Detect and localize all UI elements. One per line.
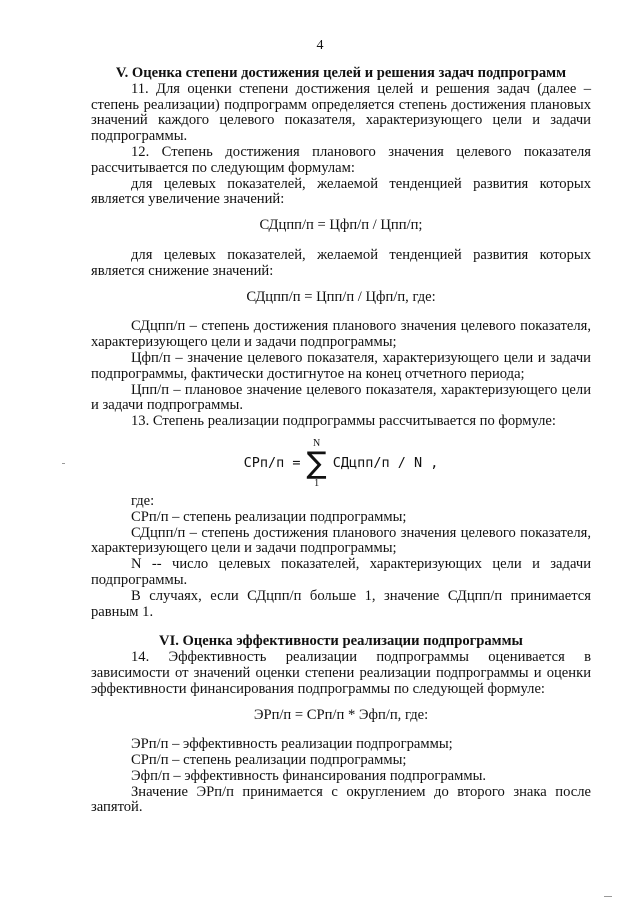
definition-efpp: Эфп/п – эффективность финансирования подпрограммы. (131, 767, 487, 784)
sum-formula-right: СДцпп/п / N , (332, 455, 439, 472)
formula-increase: СДцпп/п = Цфп/п / Цпп/п; (259, 217, 423, 234)
document-body (91, 66, 591, 816)
definition-sdcpp: СДцпп/п – степень достижения планового значения целевого показателя, характеризующего цели и задачи подпрограммы; (91, 318, 591, 351)
paragraph-11: 11. Для оценки степени достижения целей и решения задач (далее – степень реализации) подпрограмм определяется степень достижения плановых значений каждого целевого показателя, характеризующего цели и задачи подпрограммы. (91, 80, 591, 145)
definition-srpp: СРп/п – степень реализации подпрограммы; (131, 508, 407, 525)
page-number: 4 (316, 38, 324, 53)
sigma-lower-limit: 1 (314, 477, 320, 489)
scan-mark (62, 463, 65, 464)
definition-sdcpp-2: СДцпп/п – степень достижения планового значения целевого показателя, характеризующего цели и задачи подпрограммы; (91, 524, 591, 557)
formula-decrease: СДцпп/п = Цпп/п / Цфп/п, где: (246, 288, 436, 305)
paragraph-increase: для целевых показателей, желаемой тенденцией развития которых является увеличение значений: (91, 175, 591, 208)
sum-formula (91, 436, 591, 492)
paragraph-rounding: Значение ЭРп/п принимается с округлением до второго знака после запятой. (91, 783, 591, 816)
sigma-upper-limit: N (312, 437, 321, 449)
paragraph-12: 12. Степень достижения планового значения целевого показателя рассчитывается по следующим формулам: (91, 143, 591, 176)
sum-formula-left: СРп/п = (243, 455, 301, 472)
section-6-heading: VI. Оценка эффективности реализации подпрограммы (159, 633, 523, 650)
sigma-block (307, 439, 327, 489)
definition-srpp-2: СРп/п – степень реализации подпрограммы; (131, 752, 407, 769)
definition-n: N -- число целевых показателей, характеризующих цели и задачи подпрограммы. (91, 556, 591, 588)
paragraph-14: 14. Эффективность реализации подпрограммы оценивается в зависимости от значений оценки степени реализации подпрограммы и оценки эффективности финансирования подпрограммы по следующей формуле: (91, 649, 591, 697)
definition-cpp: Цпп/п – плановое значение целевого показателя, характеризующего цели и задачи подпрограммы. (91, 381, 591, 414)
formula-efficiency: ЭРп/п = СРп/п * Эфп/п, где: (253, 706, 429, 723)
definition-cfp: Цфп/п – значение целевого показателя, характеризующего цели и задачи подпрограммы, фактически достигнутое на конец отчетного периода; (91, 349, 591, 382)
definition-erpp: ЭРп/п – эффективность реализации подпрограммы; (131, 736, 453, 753)
section-5-heading: V. Оценка степени достижения целей и решения задач подпрограмм (115, 65, 567, 81)
where-label: где: (131, 492, 155, 509)
paragraph-cases: В случаях, если СДцпп/п больше 1, значение СДцпп/п принимается равным 1. (91, 587, 591, 620)
paragraph-13: 13. Степень реализации подпрограммы рассчитывается по формуле: (131, 413, 556, 430)
scan-mark (604, 896, 612, 897)
sigma-symbol: ∑ (306, 445, 327, 481)
paragraph-decrease: для целевых показателей, желаемой тенденцией развития которых является снижение значений: (91, 246, 591, 279)
